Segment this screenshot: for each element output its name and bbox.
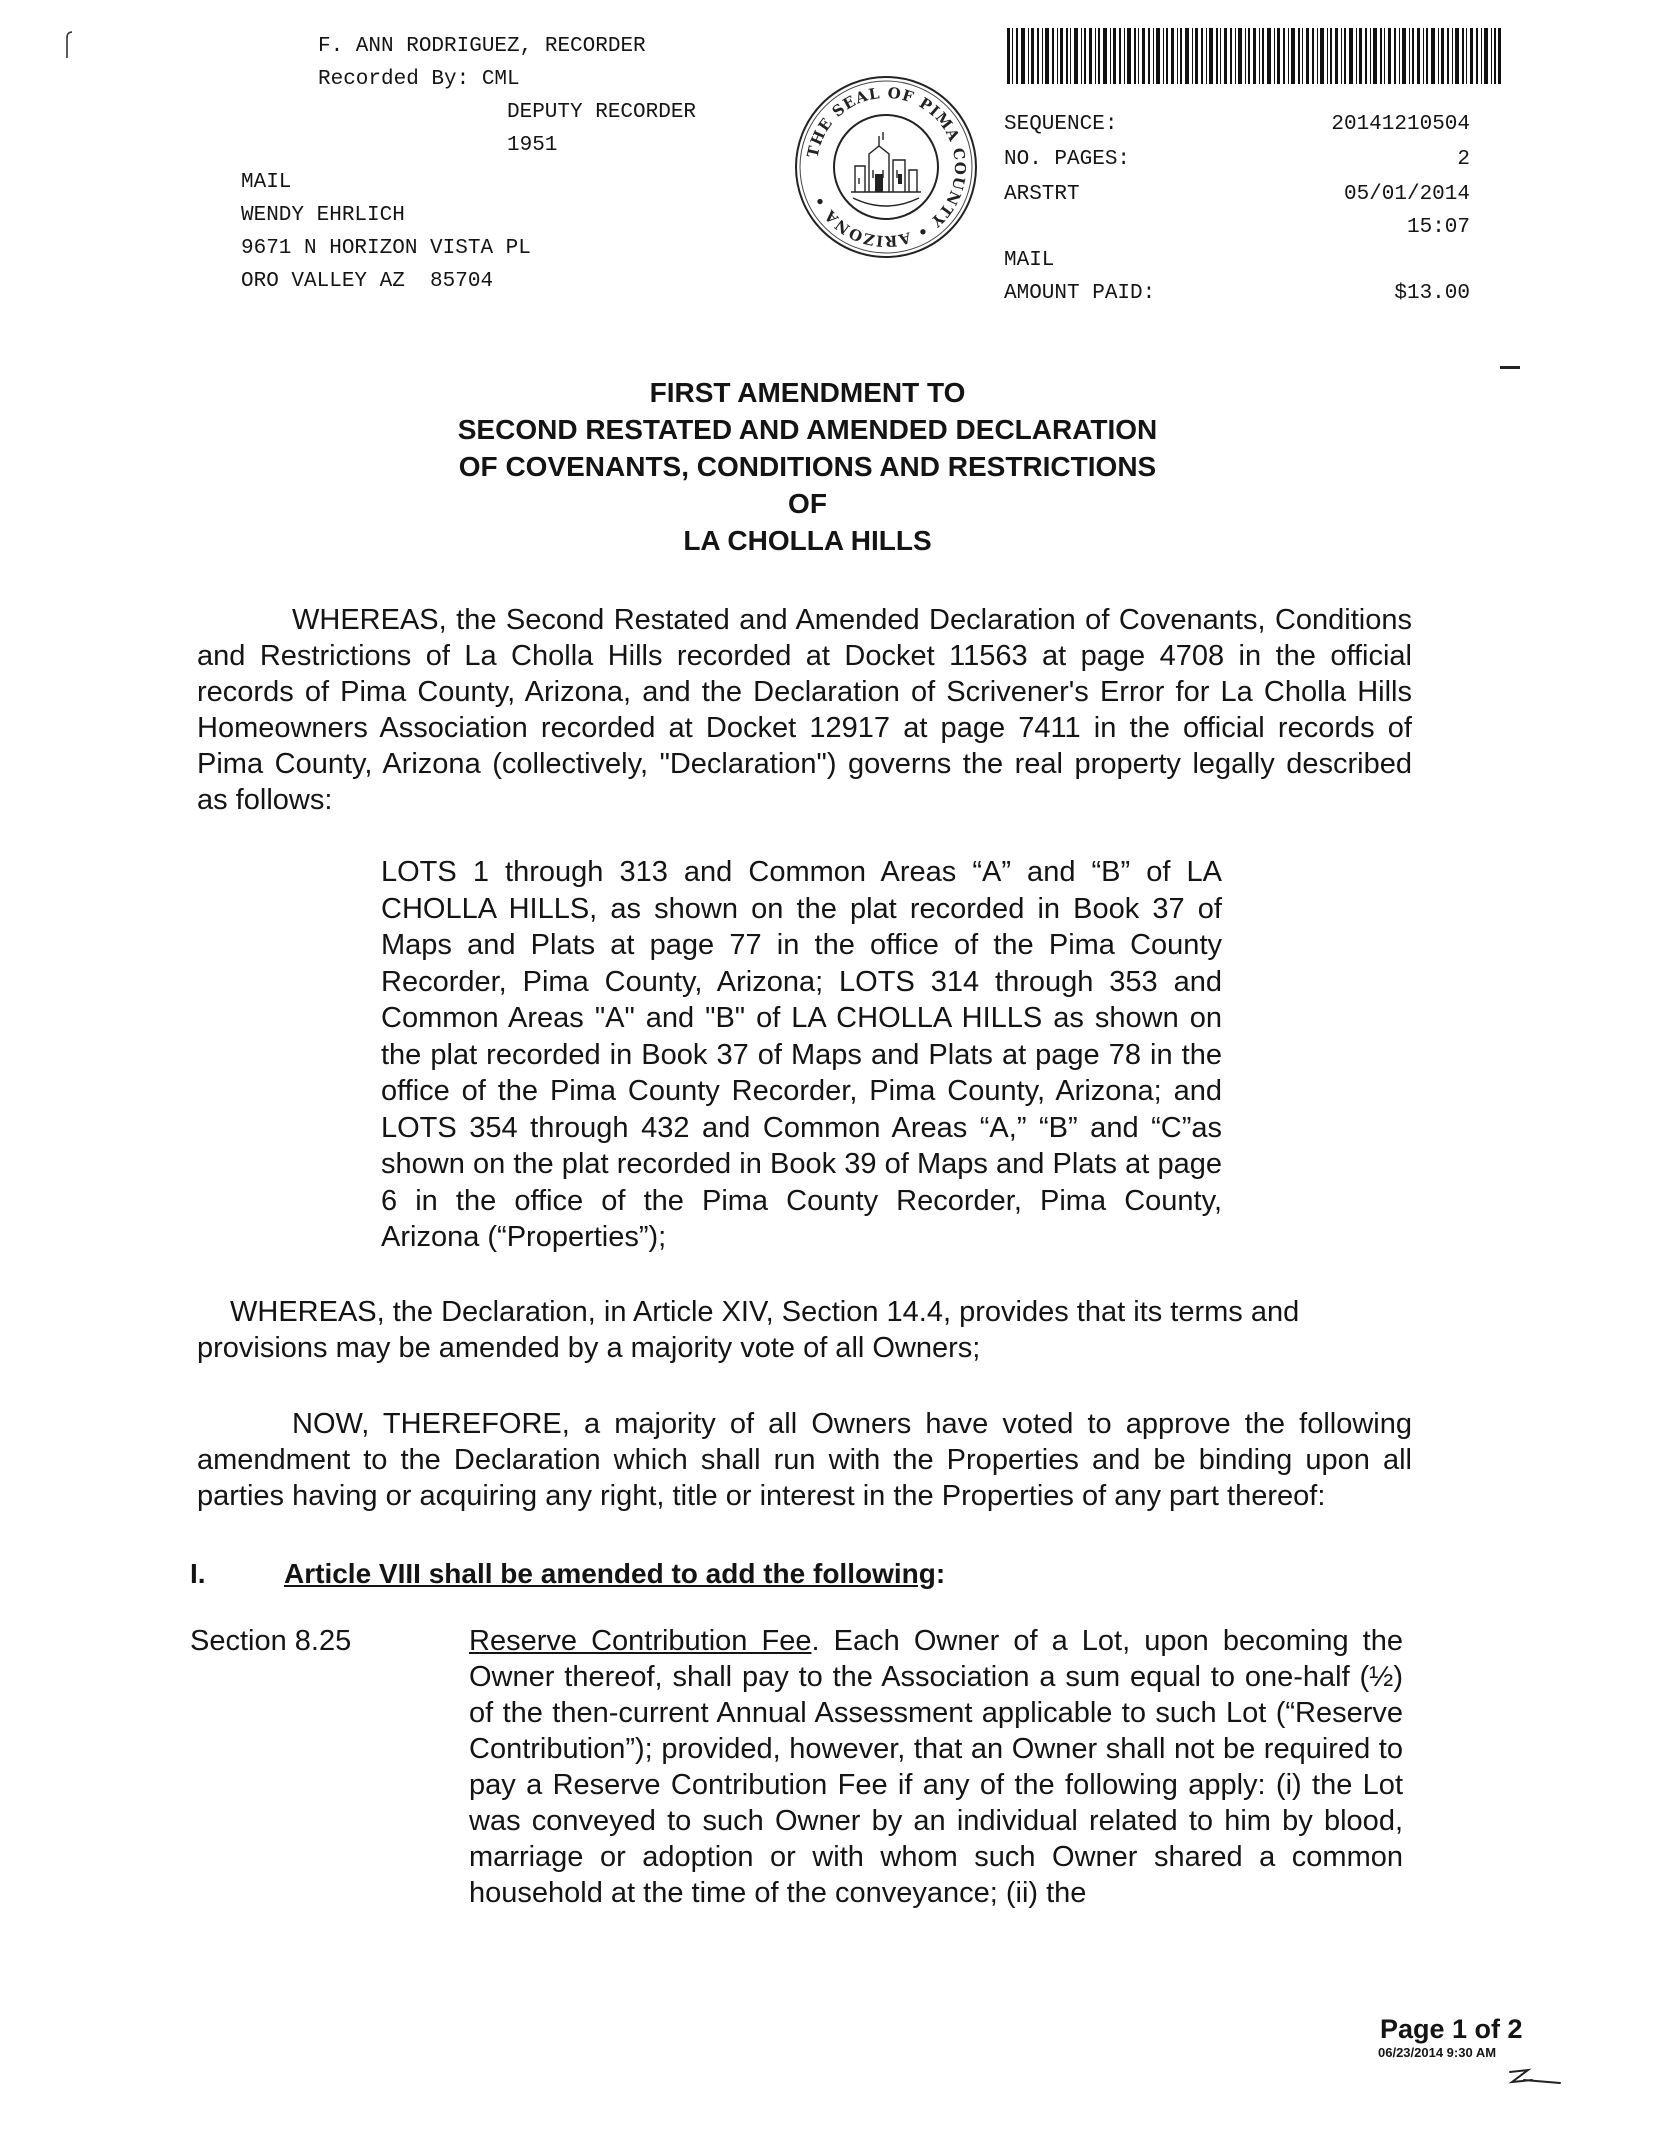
section-text: . Each Owner of a Lot, upon becoming the Owner thereof, shall pay to the Association a sum equal to one-half (½) of the then-current Annual Assessment applicable to such Lot (“Reserve Contribution”); provided, however, that an Owner shall not be required to pay a Reserve Contribution Fee if any of the following apply: (i) the Lot was conveyed to such Owner by an individual related to him by blood, marriage or adoption or with whom such Owner shared a common household at the time of the conveyance; (ii) the: [469, 1625, 1403, 1909]
article-heading: [190, 1556, 1420, 1592]
article-heading-text: Article VIII shall be amended to add the following: [284, 1558, 936, 1589]
mail-city: ORO VALLEY AZ 85704: [241, 270, 494, 293]
document-title: [300, 374, 1315, 559]
section-label: Section 8.25: [190, 1625, 352, 1657]
document-type-code: ARSTRT: [1004, 183, 1080, 206]
amount-value: $13.00: [1394, 282, 1470, 305]
whereas2-line-1: WHEREAS, the Declaration, in Article XIV, Section 14.4, provides that its terms and: [230, 1296, 1300, 1328]
delivery-method: MAIL: [1004, 249, 1055, 272]
sequence-label: SEQUENCE:: [1004, 113, 1118, 136]
pages-row: [1004, 143, 1470, 178]
recorder-name: F. ANN RODRIGUEZ, RECORDER: [318, 35, 646, 58]
pages-value: 2: [1457, 148, 1470, 171]
page-number: Page 1 of 2: [1380, 2014, 1523, 2044]
page-timestamp: 06/23/2014 9:30 AM: [1378, 2045, 1497, 2060]
section-title: Reserve Contribution Fee: [469, 1625, 812, 1657]
recorded-by: Recorded By: CML: [318, 68, 520, 91]
record-date: 05/01/2014: [1343, 183, 1470, 206]
title-line-2: SECOND RESTATED AND AMENDED DECLARATION: [457, 414, 1158, 445]
recording-info: [1004, 108, 1470, 312]
whereas-paragraph-2: [197, 1294, 1410, 1366]
recorder-header: [318, 30, 646, 96]
whereas-paragraph-1: WHEREAS, the Second Restated and Amended Declaration of Covenants, Conditions and Restrictions of La Cholla Hills recorded at Docket 11563 at page 4708 in the official records of Pima County, Arizona, and the Declaration of Scrivener's Error for La Cholla Hills Homeowners Association recorded at Docket 12917 at page 7411 in the official records of Pima County, Arizona (collectively, "Declaration") governs the real property legally described as follows:: [197, 604, 1412, 816]
pen-mark: [64, 30, 74, 60]
title-line-4: OF: [788, 488, 827, 519]
barcode: [1007, 28, 1501, 84]
deputy-recorder-block: [507, 96, 696, 162]
record-time: 15:07: [1406, 216, 1470, 239]
mail-name: WENDY EHRLICH: [241, 204, 405, 227]
mail-address-block: [241, 166, 531, 298]
amount-row: [1004, 277, 1470, 312]
now-therefore-paragraph: NOW, THEREFORE, a majority of all Owners have voted to approve the following amendment to the Declaration which shall run with the Properties and be binding upon all parties having or acquiring any right, title or interest in the Properties of any part thereof:: [197, 1408, 1412, 1512]
title-line-1: FIRST AMENDMENT TO: [649, 377, 966, 408]
mail-label: MAIL: [241, 171, 292, 194]
deputy-recorder-label: DEPUTY RECORDER: [507, 101, 697, 124]
title-line-3: OF COVENANTS, CONDITIONS AND RESTRICTIONS: [458, 451, 1157, 482]
handwritten-initial: [1502, 2060, 1564, 2088]
date-row: [1004, 178, 1470, 211]
deputy-recorder-number: 1951: [507, 134, 558, 157]
article-number: I.: [190, 1558, 206, 1589]
margin-dash: [1500, 366, 1520, 369]
amount-label: AMOUNT PAID:: [1004, 282, 1156, 305]
title-line-5: LA CHOLLA HILLS: [683, 525, 932, 556]
time-row: [1004, 211, 1470, 244]
article-heading-colon: :: [935, 1558, 946, 1589]
sequence-row: [1004, 108, 1470, 143]
sequence-value: 20141210504: [1331, 113, 1470, 136]
svg-text:THE SEAL OF PIMA COUNTY • ARIZ: THE SEAL OF PIMA COUNTY • ARIZONA •: [803, 83, 970, 251]
legal-description: LOTS 1 through 313 and Common Areas “A” and “B” of LA CHOLLA HILLS, as shown on the plat recorded in Book 37 of Maps and Plats at page 77 in the office of the Pima County Recorder, Pima County, Arizona; LOTS 314 through 353 and Common Areas "A" and "B" of LA CHOLLA HILLS as shown on the plat recorded in Book 37 of Maps and Plats at page 78 in the office of the Pima County Recorder, Pima County, Arizona; and LOTS 354 through 432 and Common Areas “A,” “B” and “C”as shown on the plat recorded in Book 39 of Maps and Plats at page 6 in the office of the Pima County Recorder, Pima County, Arizona (“Properties”);: [381, 856, 1222, 1253]
section-body: [469, 1623, 1403, 1911]
mail-street: 9671 N HORIZON VISTA PL: [241, 237, 531, 260]
delivery-row: [1004, 244, 1470, 277]
pages-label: NO. PAGES:: [1004, 148, 1131, 171]
pima-county-seal: [793, 74, 979, 260]
whereas2-line-2: provisions may be amended by a majority vote of all Owners;: [197, 1332, 981, 1364]
